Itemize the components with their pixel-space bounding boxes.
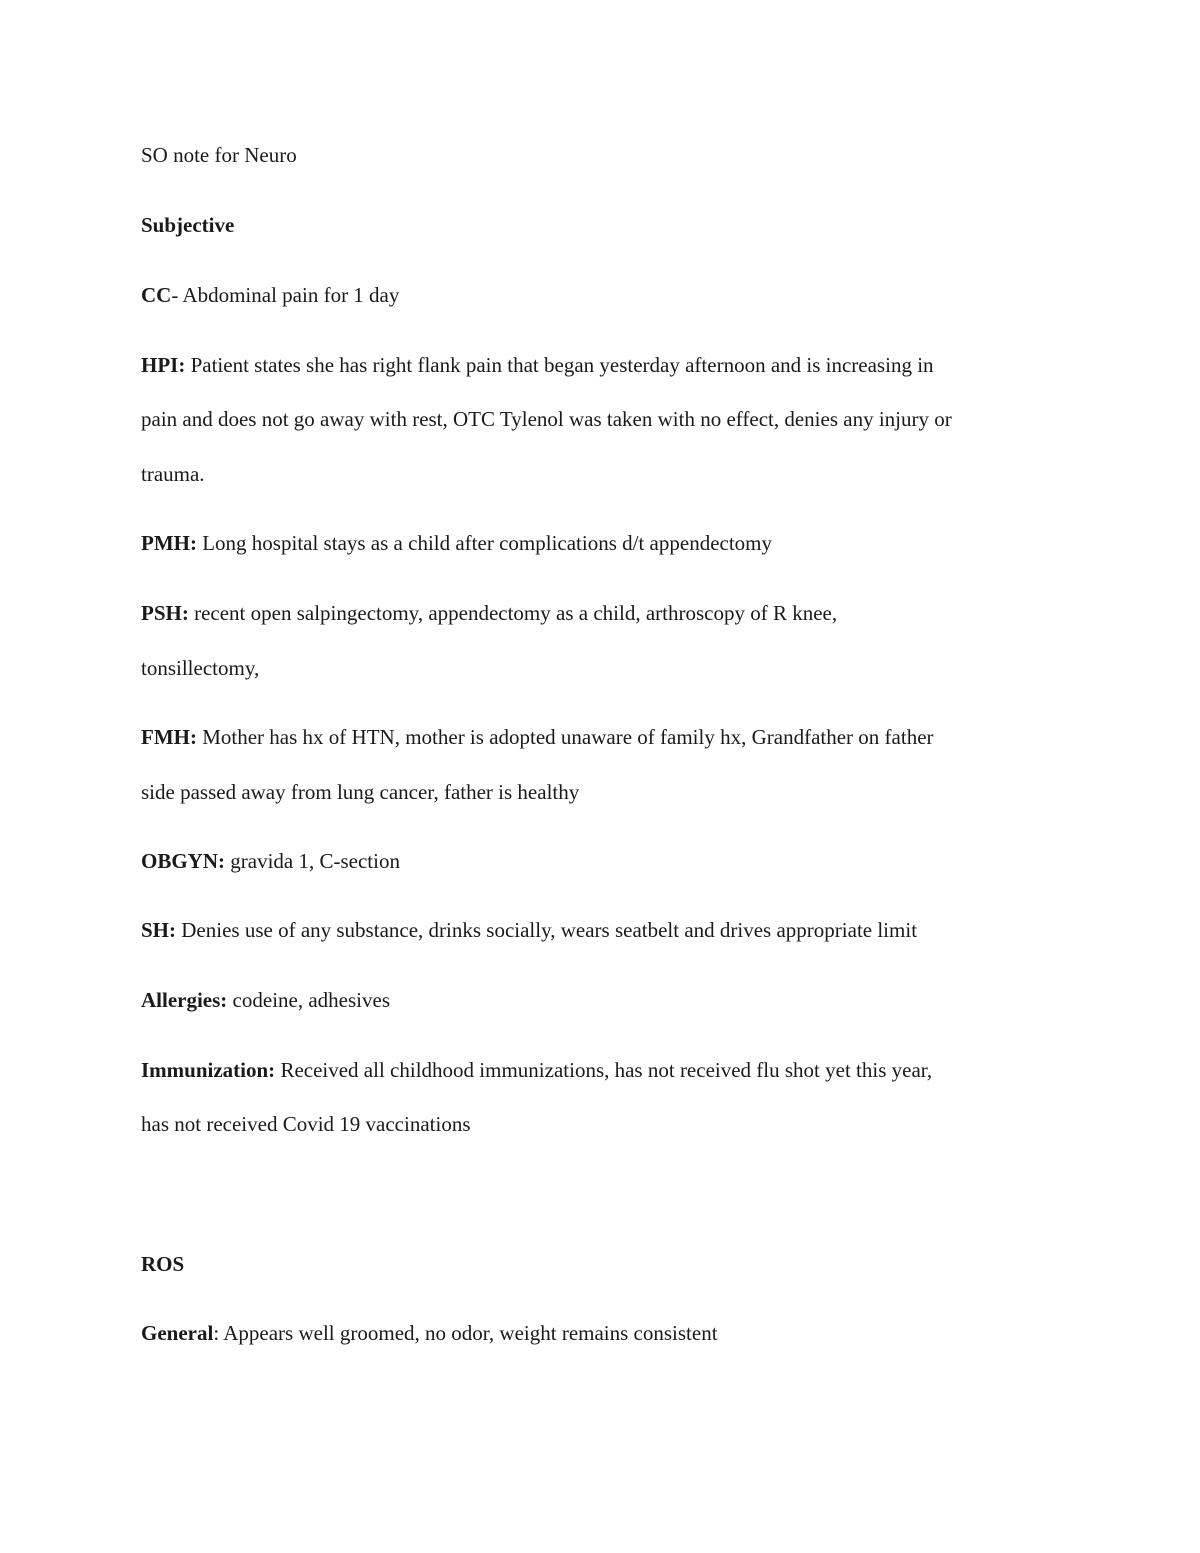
- sh-label: SH:: [141, 918, 177, 942]
- allergies-line: [141, 986, 390, 1014]
- pmh-text: Long hospital stays as a child after complications d/t appendectomy: [196, 531, 773, 555]
- immunization-line-1: [141, 1056, 932, 1084]
- fmh-text-1: Mother has hx of HTN, mother is adopted unaware of family hx, Grandfather on father: [196, 725, 934, 749]
- general-label: General: [141, 1321, 214, 1345]
- fmh-label: FMH:: [141, 725, 197, 749]
- document-title: SO note for Neuro: [141, 143, 297, 167]
- obgyn-text: gravida 1, C-section: [225, 849, 400, 873]
- immunization-text-1: Received all childhood immunizations, has not received flu shot yet this year,: [275, 1058, 933, 1082]
- cc-label: CC: [141, 283, 172, 307]
- hpi-line-1: [141, 351, 934, 379]
- sh-text: Denies use of any substance, drinks socially, wears seatbelt and drives appropriate limit: [176, 918, 918, 942]
- hpi-label: HPI:: [141, 353, 186, 377]
- psh-text-1: recent open salpingectomy, appendectomy as a child, arthroscopy of R knee,: [188, 601, 838, 625]
- obgyn-label: OBGYN:: [141, 849, 225, 873]
- immunization-line-2: has not received Covid 19 vaccinations: [141, 1112, 471, 1136]
- hpi-line-3: trauma.: [141, 462, 205, 486]
- obgyn-line: [141, 847, 400, 875]
- psh-line-2: tonsillectomy,: [141, 656, 260, 680]
- cc-line: [141, 281, 399, 309]
- general-text: : Appears well groomed, no odor, weight remains consistent: [213, 1321, 718, 1345]
- general-line: [141, 1319, 718, 1347]
- pmh-label: PMH:: [141, 531, 197, 555]
- immunization-label: Immunization:: [141, 1058, 276, 1082]
- pmh-line: [141, 529, 772, 557]
- allergies-text: codeine, adhesives: [227, 988, 390, 1012]
- sh-line: [141, 916, 917, 944]
- psh-label: PSH:: [141, 601, 189, 625]
- allergies-label: Allergies:: [141, 988, 228, 1012]
- hpi-line-2: pain and does not go away with rest, OTC Tylenol was taken with no effect, denies any injury or: [141, 407, 952, 431]
- ros-heading: ROS: [141, 1252, 185, 1276]
- psh-line-1: [141, 599, 837, 627]
- fmh-line-1: [141, 723, 934, 751]
- subjective-heading: Subjective: [141, 213, 235, 237]
- cc-text: - Abdominal pain for 1 day: [171, 283, 400, 307]
- hpi-text-1: Patient states she has right flank pain that began yesterday afternoon and is increasing in: [185, 353, 934, 377]
- fmh-line-2: side passed away from lung cancer, father is healthy: [141, 780, 580, 804]
